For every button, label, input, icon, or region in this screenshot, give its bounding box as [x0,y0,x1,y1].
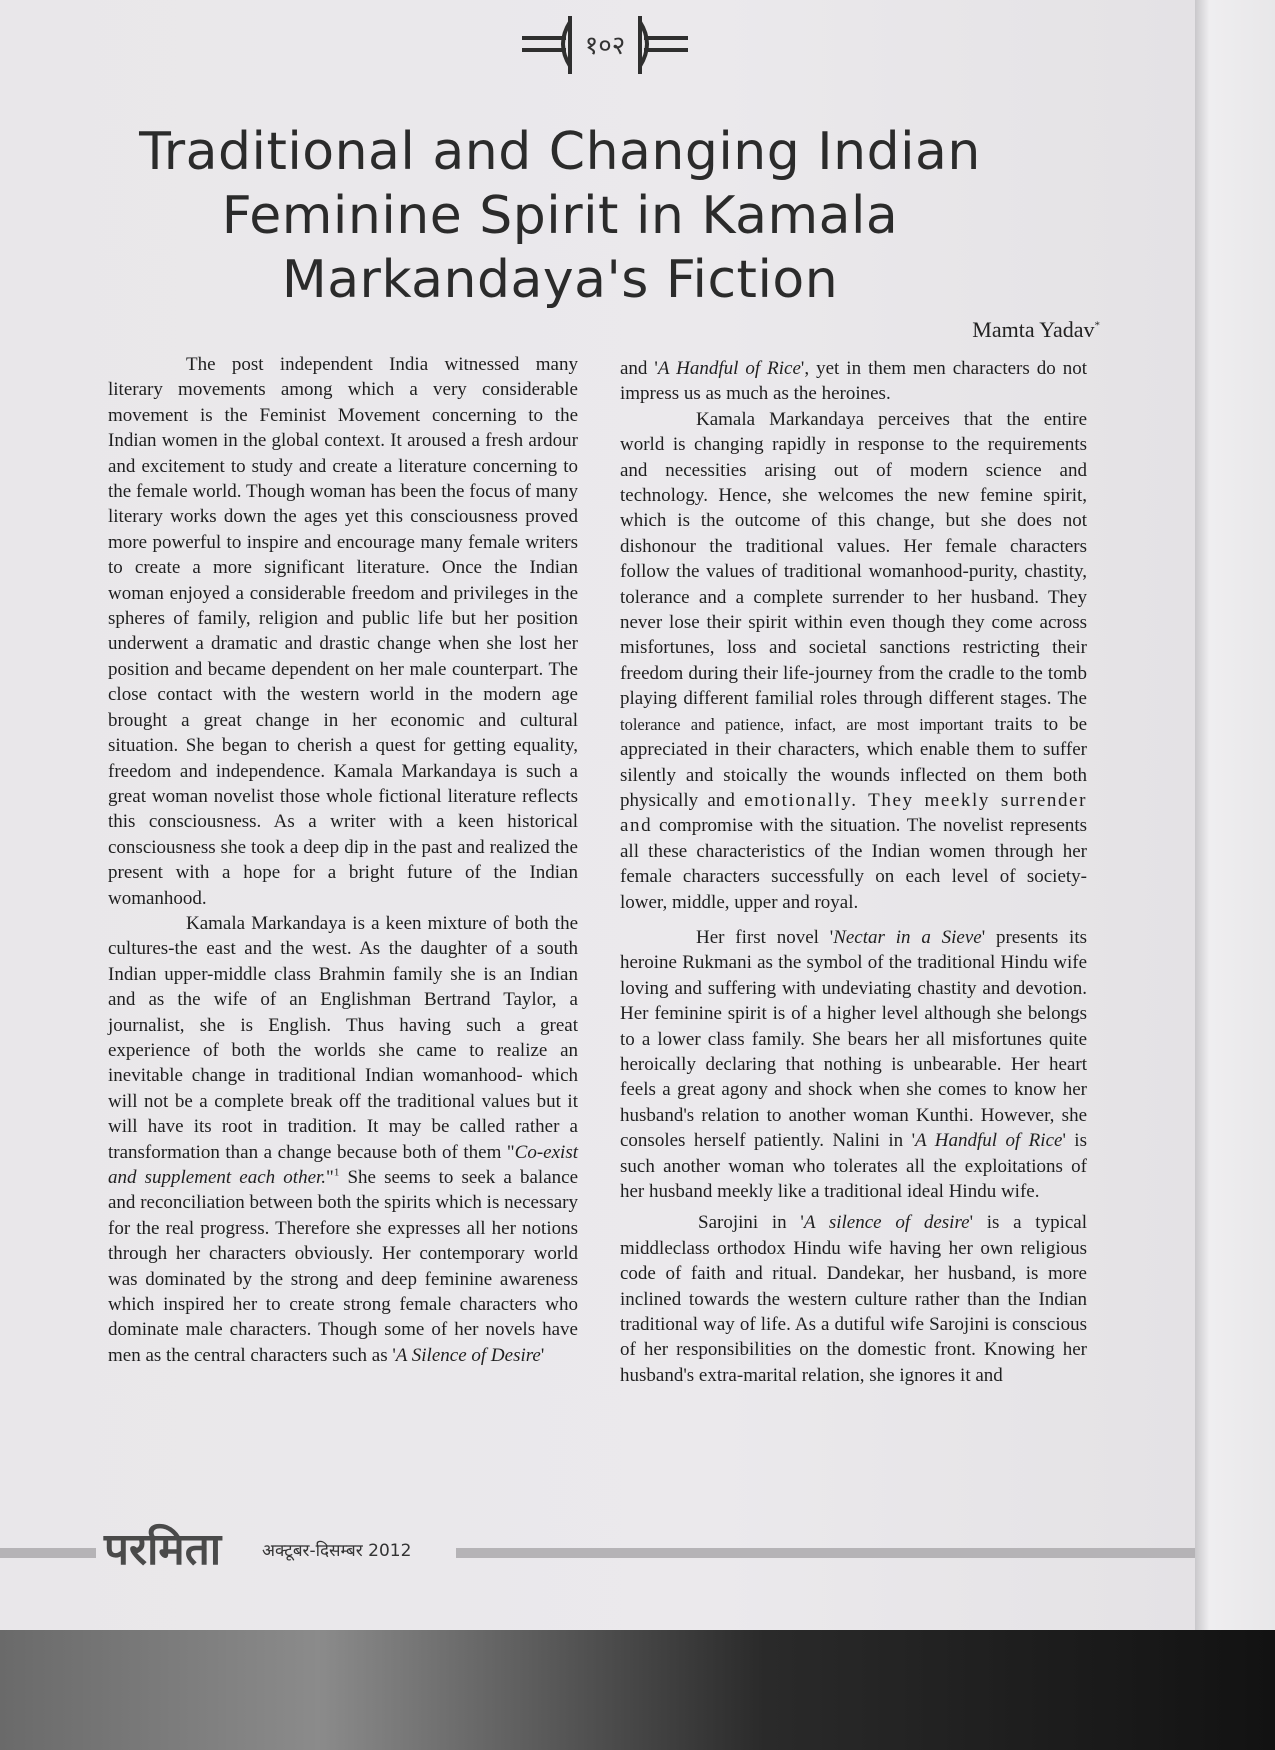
scan-bottom-margin [0,1630,1275,1750]
paragraph: The post independent India witnessed many literary movements among which a very considerable movement is the Feminist Movement concerning to the Indian women in the global context. It aroused a fresh ardour and excitement to study and create a literature concerning to the female world. Though woman has been the focus of many literary works down the ages yet this consciousness proved more powerful to inspire and encourage many female writers to create a more significant literature. Once the Indian woman enjoyed a considerable freedom and privileges in the spheres of family, religion and public life but her position underwent a dramatic and drastic change when she lost her position and became dependent on her male counterpart. The close contact with the western world in the modern age brought a great change in her economic and cultural situation. She began to cherish a quest for getting equality, freedom and independence. Kamala Markandaya is such a great woman novelist those whole fictional literature reflects this consciousness. As a writer with a keen historical consciousness she took a deep dip in the past and realized the present with a hope for a bright future of the Indian womanhood. [108,354,578,909]
paragraph: and 'A Handful of Rice', yet in them men characters do not impress us as much as the heroines. [620,358,1088,405]
footnote-ref: 1 [333,1166,340,1179]
footer-rule-left [0,1548,96,1558]
paragraph: Kamala Markandaya is a keen mixture of both the cultures-the east and the west. As the daughter of a south Indian upper-middle class Brahmin family she is an Indian and as the wife of an Englishman Bertrand Taylor, a journalist, she is English. Thus having such a great experience of both the worlds she came to realize an inevitable change in traditional Indian womanhood- which will not be a complete break off the traditional values but it will have its root in tradition. It may be called rather a transformation than a change because both of them "Co-exist and supplement each other."$^1$ She seems to seek a balance and reconciliation between both the spirits which is necessary for the real progress. Therefore she expresses all her notions through her characters obviously. Her contemporary world was dominated by the strong and deep feminine awareness which inspired her to create strong female characters who dominate male characters. Though some of her novels have men as the central characters such as 'A Silence of Desire' [108,912,578,1366]
page-number-ornament [520,12,690,78]
novel-title: A Silence of Desire [395,1344,541,1366]
paragraph: Her first novel 'Nectar in a Sieve' presents its heroine Rukmani as the symbol of the traditional Hindu wife loving and suffering with undeviating chastity and devotion. Her feminine spirit is of a higher level although she belongs to a lower class family. She bears her all misfortunes quite heroically declaring that nothing is unbearable. Her heart feels a great agony and shock when she comes to know her husband's relation to another woman Kunthi. However, she consoles herself patiently. Nalini in 'A Handful of Rice' is such another woman who tolerates all the exploitations of her husband meekly like a traditional ideal Hindu wife. [620,926,1087,1202]
facing-page-edge [1195,0,1275,1630]
left-column [108,352,578,1368]
author-byline [860,317,1100,343]
quotation: Co-exist and supplement each other. [108,1141,578,1188]
author-name: Mamta Yadav [972,317,1095,342]
journal-logo: परमिता [104,1524,222,1575]
novel-title: Nectar in a Sieve [833,926,982,948]
right-column [620,356,1087,1388]
author-footnote-mark: * [1094,319,1100,332]
footer-rule-right [456,1548,1195,1558]
paragraph: Sarojini in 'A silence of desire' is a typical middleclass orthodox Hindu wife having her own religious code of faith and ritual. Dandekar, her husband, is more inclined towards the western culture rather than the Indian traditional way of life. As a dutiful wife Sarojini is conscious of her responsibilities on the domestic front. Knowing her husband's extra-marital relation, she ignores it and [620,1212,1087,1386]
page-number: १०२ [584,31,626,61]
novel-title: A Handful of Rice [657,358,801,379]
article-title: Traditional and Changing Indian Feminine Spirit in Kamala Markandaya's Fiction [139,122,981,310]
paragraph: Kamala Markandaya perceives that the entire world is changing rapidly in response to the requirements and necessities arising out of modern science and technology. Hence, she welcomes the new femine spirit, which is the outcome of this change, but she does not dishonour the traditional values. Her female characters follow the values of traditional womanhood-purity, chastity, tolerance and a complete surrender to her husband. They never lose their spirit within even though they come across misfortunes, loss and societal sanctions restricting their freedom during their life-journey from the cradle to the tomb playing different familial roles through different stages. The tolerance and patience, infact, are most important traits to be appreciated in their characters, which enable them to suffer silently and stoically the wounds inflected on them both physically and emotionally. They meekly surrender and compromise with the situation. The novelist represents all these characteristics of the Indian women through her female characters successfully on each level of society-lower, middle, upper and royal. [620,408,1088,913]
novel-title: A silence of desire [803,1212,970,1234]
issue-date: अक्टूबर-दिसम्बर 2012 [262,1541,412,1561]
novel-title: A Handful of Rice [915,1130,1063,1152]
